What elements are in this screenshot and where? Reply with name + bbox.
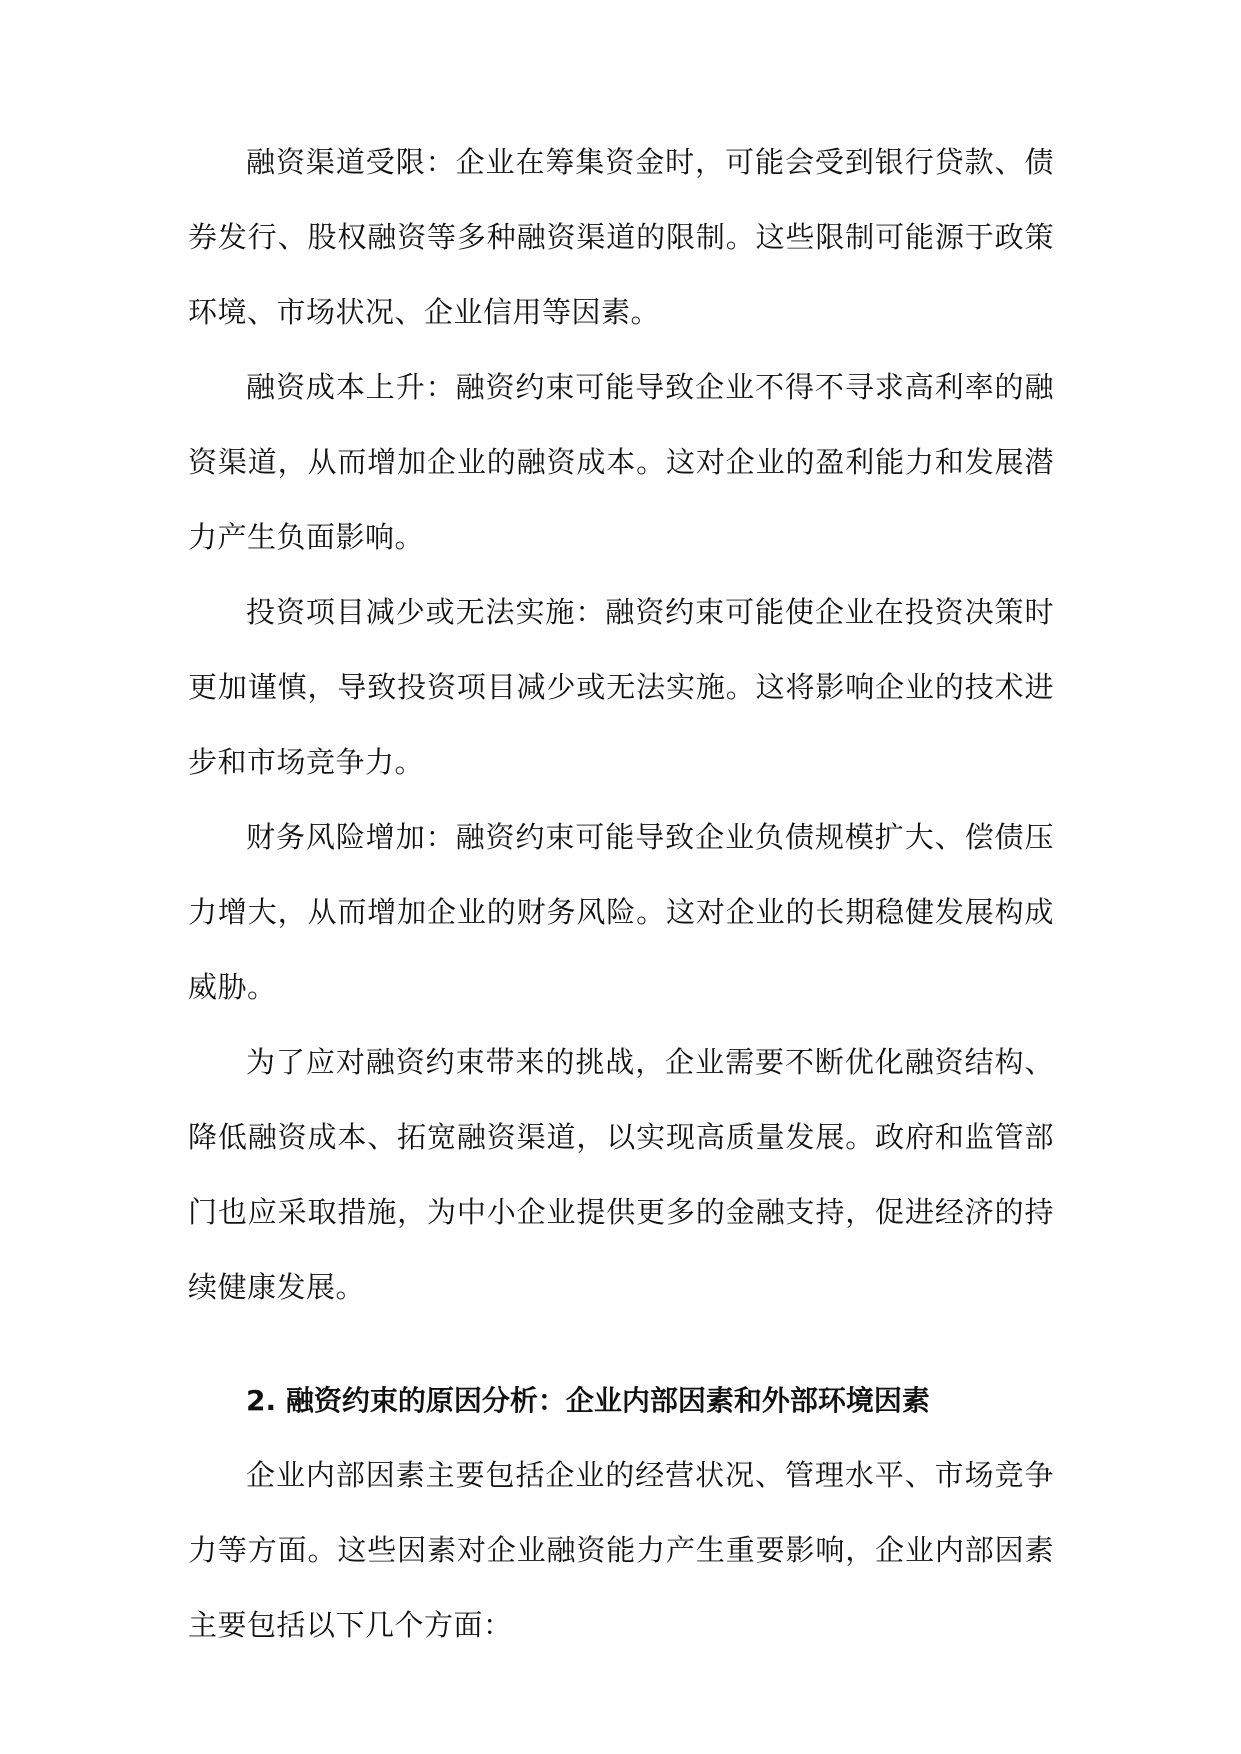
paragraph-internal-factors: 企业内部因素主要包括企业的经营状况、管理水平、市场竞争力等方面。这些因素对企业融资能力产生重要影响，企业内部因素主要包括以下几个方面： bbox=[188, 1458, 1054, 1642]
paragraph-coping-measures: 为了应对融资约束带来的挑战，企业需要不断优化融资结构、降低融资成本、拓宽融资渠道，以实现高质量发展。政府和监管部门也应采取措施，为中小企业提供更多的金融支持，促进经济的持续健康发展。 bbox=[188, 1045, 1054, 1304]
document-page bbox=[188, 125, 1054, 1663]
paragraph-financing-cost: 融资成本上升：融资约束可能导致企业不得不寻求高利率的融资渠道，从而增加企业的融资成本。这对企业的盈利能力和发展潜力产生负面影响。 bbox=[188, 370, 1054, 554]
paragraph-investment-projects: 投资项目减少或无法实施：融资约束可能使企业在投资决策时更加谨慎，导致投资项目减少或无法实施。这将影响企业的技术进步和市场竞争力。 bbox=[188, 595, 1054, 779]
section-heading: 2. 融资约束的原因分析：企业内部因素和外部环境因素 bbox=[246, 1384, 930, 1417]
paragraph-financial-risk: 财务风险增加：融资约束可能导致企业负债规模扩大、偿债压力增大，从而增加企业的财务风险。这对企业的长期稳健发展构成威胁。 bbox=[188, 820, 1054, 1004]
paragraph-financing-channels: 融资渠道受限：企业在筹集资金时，可能会受到银行贷款、债券发行、股权融资等多种融资渠道的限制。这些限制可能源于政策环境、市场状况、企业信用等因素。 bbox=[188, 145, 1054, 329]
